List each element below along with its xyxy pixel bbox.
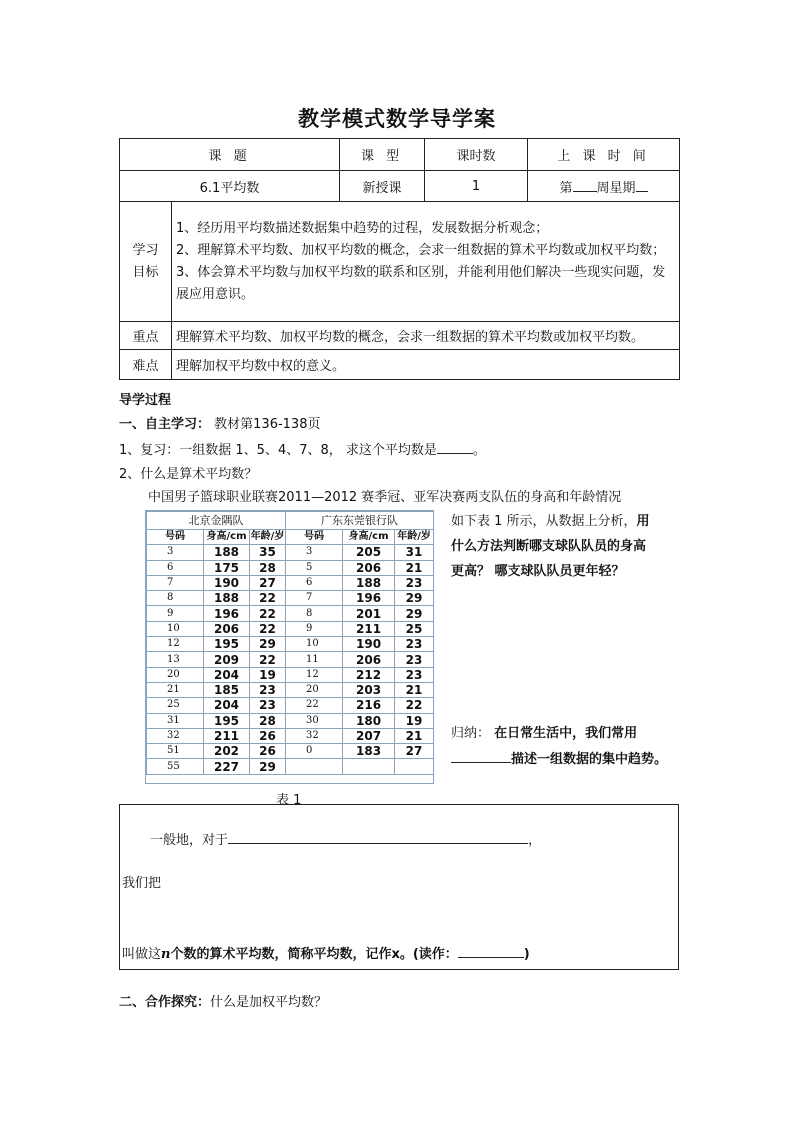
table-row (147, 621, 434, 636)
player-number (286, 759, 343, 774)
player-age: 23 (395, 652, 434, 667)
basketball-data-table (145, 510, 434, 784)
player-age: 28 (250, 560, 286, 575)
key-text: 理解算术平均数、加权平均数的概念，会求一组数据的算术平均数或加权平均数。 (172, 322, 680, 350)
player-height: 211 (343, 621, 395, 636)
player-age: 29 (250, 759, 286, 774)
table-row (147, 575, 434, 590)
hours-value: 1 (425, 171, 528, 202)
player-number: 12 (147, 637, 204, 652)
player-number: 9 (147, 606, 204, 621)
player-height: 188 (343, 575, 395, 590)
player-height: 202 (204, 744, 250, 759)
player-height: 227 (204, 759, 250, 774)
col-age: 年龄/岁 (395, 530, 434, 545)
table-row (147, 606, 434, 621)
key-label: 重点 (120, 322, 172, 350)
table-row (147, 545, 434, 560)
col-number: 号码 (147, 530, 204, 545)
table-row (147, 667, 434, 682)
reading-blank[interactable] (458, 943, 524, 958)
player-age: 19 (395, 713, 434, 728)
table-row (147, 591, 434, 606)
definition-line-1: 一般地，对于 ， (150, 829, 541, 848)
player-height: 216 (343, 698, 395, 713)
type-label: 课 型 (340, 139, 425, 171)
week-blank[interactable] (573, 177, 597, 192)
player-age: 21 (395, 682, 434, 697)
player-height: 195 (204, 637, 250, 652)
player-number: 22 (286, 698, 343, 713)
col-height: 身高/cm (204, 530, 250, 545)
player-age: 22 (250, 621, 286, 636)
player-age: 22 (250, 652, 286, 667)
table-row (147, 682, 434, 697)
player-number: 3 (147, 545, 204, 560)
player-number: 6 (286, 575, 343, 590)
col-age: 年龄/岁 (250, 530, 286, 545)
player-height: 180 (343, 713, 395, 728)
section1 (119, 413, 320, 432)
player-number: 25 (147, 698, 204, 713)
review-line: 1、复习：一组数据 1、5、4、7、8， 求这个平均数是 。 (119, 439, 486, 458)
team-a-name: 北京金隅队 (147, 512, 286, 530)
table-row (147, 713, 434, 728)
player-height: 201 (343, 606, 395, 621)
player-height: 190 (204, 575, 250, 590)
player-number: 31 (147, 713, 204, 728)
player-number: 30 (286, 713, 343, 728)
player-age: 19 (250, 667, 286, 682)
player-age: 23 (395, 575, 434, 590)
section1-text: 教材第136-138页 (214, 417, 321, 432)
player-height: 185 (204, 682, 250, 697)
player-number: 20 (286, 682, 343, 697)
player-age: 29 (395, 591, 434, 606)
player-height: 203 (343, 682, 395, 697)
definition-box (119, 804, 679, 970)
section2 (119, 991, 327, 1010)
type-value: 新授课 (340, 171, 425, 202)
definition-line-2: 我们把 (122, 876, 162, 891)
player-age: 26 (250, 728, 286, 743)
player-height: 175 (204, 560, 250, 575)
what-is-question: 2、什么是算术平均数？ (119, 467, 258, 482)
section1-heading: 一、自主学习： (119, 417, 211, 432)
player-height (343, 759, 395, 774)
player-age: 23 (395, 637, 434, 652)
player-number: 12 (286, 667, 343, 682)
player-height: 207 (343, 728, 395, 743)
goals-label: 学习 目标 (120, 202, 172, 322)
player-number: 0 (286, 744, 343, 759)
player-height: 183 (343, 744, 395, 759)
summary: 归纳： 在日常生活中，我们常用 描述一组数据的集中趋势。 (451, 726, 668, 767)
player-age: 26 (250, 744, 286, 759)
player-number: 10 (286, 637, 343, 652)
difficulty-text: 理解加权平均数中权的意义。 (172, 350, 680, 380)
table-row (147, 637, 434, 652)
intro-line: 中国男子篮球职业联赛2011—2012 赛季冠、亚军决赛两支队伍的身高和年龄情况 (148, 490, 622, 505)
goals-text (172, 202, 680, 322)
player-number: 13 (147, 652, 204, 667)
player-number: 3 (286, 545, 343, 560)
player-age: 25 (395, 621, 434, 636)
player-height: 206 (204, 621, 250, 636)
player-age: 27 (250, 575, 286, 590)
page-title: 教学模式数学导学案 (298, 107, 496, 131)
player-number: 51 (147, 744, 204, 759)
col-height: 身高/cm (343, 530, 395, 545)
table-row (147, 728, 434, 743)
player-height: 188 (204, 591, 250, 606)
player-age: 35 (250, 545, 286, 560)
player-age: 22 (250, 606, 286, 621)
player-height: 204 (204, 667, 250, 682)
player-age: 31 (395, 545, 434, 560)
difficulty-label: 难点 (120, 350, 172, 380)
table-row (147, 652, 434, 667)
player-height: 204 (204, 698, 250, 713)
player-number: 7 (286, 591, 343, 606)
section2-heading: 二、合作探究： (119, 995, 211, 1010)
player-height: 196 (204, 606, 250, 621)
player-number: 32 (147, 728, 204, 743)
player-age: 21 (395, 728, 434, 743)
player-age: 29 (395, 606, 434, 621)
summary-blank[interactable] (451, 748, 511, 763)
goal-item-3: 3、体会算术平均数与加权平均数的联系和区别，并能利用他们解决一些现实问题，发展应用意识。 (176, 264, 666, 302)
process-heading: 导学过程 (119, 393, 172, 408)
goal-item-1: 1、经历用平均数描述数据集中趋势的过程，发展数据分析观念； (176, 220, 549, 236)
player-number: 10 (147, 621, 204, 636)
player-height: 195 (204, 713, 250, 728)
player-height: 211 (204, 728, 250, 743)
table-row (147, 698, 434, 713)
player-height: 206 (343, 560, 395, 575)
lesson-info-table (119, 138, 680, 380)
side-question: 如下表 1 所示，从数据上分析，用 什么方法判断哪支球队队员的身高 更高？ 哪支球队队员更年轻？ (451, 514, 650, 579)
player-number: 9 (286, 621, 343, 636)
review-answer-blank[interactable] (437, 439, 473, 454)
player-age: 23 (250, 698, 286, 713)
team-b-name: 广东东莞银行队 (286, 512, 434, 530)
player-height: 190 (343, 637, 395, 652)
player-number: 7 (147, 575, 204, 590)
topic-label: 课 题 (120, 139, 340, 171)
time-day: 周星期 (596, 180, 636, 196)
player-age: 29 (250, 637, 286, 652)
goal-item-2: 2、理解算术平均数、加权平均数的概念，会求一组数据的算术平均数或加权平均数； (176, 242, 666, 258)
player-age: 23 (250, 682, 286, 697)
day-blank[interactable] (636, 177, 648, 192)
player-height: 205 (343, 545, 395, 560)
player-number: 20 (147, 667, 204, 682)
player-age: 22 (250, 591, 286, 606)
col-number: 号码 (286, 530, 343, 545)
player-age: 21 (395, 560, 434, 575)
player-number: 8 (147, 591, 204, 606)
player-height: 206 (343, 652, 395, 667)
definition-blank-1[interactable] (228, 829, 528, 844)
time-label: 上 课 时 间 (528, 139, 680, 171)
player-number: 21 (147, 682, 204, 697)
player-number: 11 (286, 652, 343, 667)
player-age: 28 (250, 713, 286, 728)
player-number: 55 (147, 759, 204, 774)
player-age: 27 (395, 744, 434, 759)
definition-line-3: 叫做这n个数的算术平均数，简称平均数，记作x。(读作： ) (122, 943, 530, 962)
table-row (147, 744, 434, 759)
player-height: 188 (204, 545, 250, 560)
topic-value: 6.1平均数 (120, 171, 340, 202)
player-age: 23 (395, 667, 434, 682)
section2-text: 什么是加权平均数？ (210, 995, 328, 1010)
table-row (147, 759, 434, 774)
player-height: 196 (343, 591, 395, 606)
player-age (395, 759, 434, 774)
time-value (528, 171, 680, 202)
player-height: 209 (204, 652, 250, 667)
player-number: 5 (286, 560, 343, 575)
player-number: 8 (286, 606, 343, 621)
time-week: 第 (559, 180, 573, 196)
player-age: 22 (395, 698, 434, 713)
player-number: 6 (147, 560, 204, 575)
hours-label: 课时数 (425, 139, 528, 171)
player-number: 32 (286, 728, 343, 743)
player-height: 212 (343, 667, 395, 682)
table-caption: 表 1 (276, 793, 302, 808)
table-row (147, 560, 434, 575)
